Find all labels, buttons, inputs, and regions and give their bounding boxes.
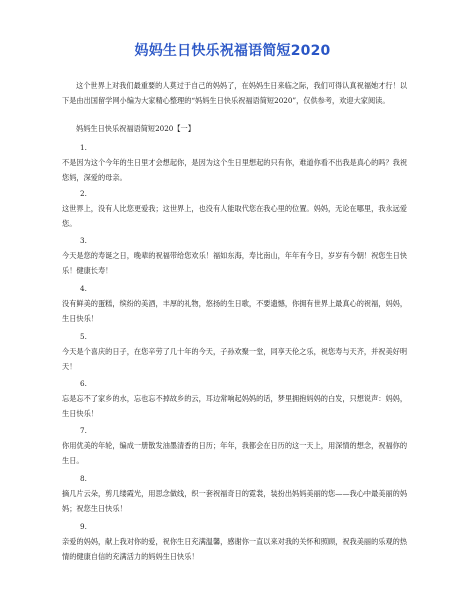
item-number: 4. <box>80 284 87 293</box>
item-number: 7. <box>80 426 87 435</box>
item-number: 1. <box>80 143 87 152</box>
list-item <box>62 141 407 185</box>
list-item <box>62 472 407 516</box>
intro-paragraph: 这个世界上对我们最重要的人莫过于自己的妈妈了，在妈妈生日来临之际，我们可得认真祝福她才行！以下是由出国留学网小编为大家精心整理的“妈妈生日快乐祝福语简短2020”，仅供参考，欢迎大家阅读。 <box>62 81 407 105</box>
document-title: 妈妈生日快乐祝福语简短2020 <box>134 43 331 59</box>
item-number: 9. <box>80 522 87 531</box>
list-item <box>62 424 407 468</box>
item-text: 你用优美的年轮，编成一册散发油墨清香的日历；年年，我都会在日历的这一天上，用深情的想念，祝福你的生日。 <box>62 441 408 465</box>
item-text: 不是因为这个今年的生日里才会想起你，是因为这个生日里想起的只有你，难道你看不出我是真心的吗？我祝您妈，深爱的母亲。 <box>62 158 408 182</box>
item-number: 3. <box>80 236 87 245</box>
list-item <box>62 234 407 278</box>
list-item <box>62 377 407 421</box>
item-text: 亲爱的妈妈，献上我对你的爱，祝你生日充满温馨，感谢你一直以来对我的关怀和照顾，祝我美丽的乐观的热情的健康自信的充满活力的妈妈生日快乐！ <box>62 537 408 561</box>
list-item <box>62 330 407 374</box>
item-number: 8. <box>80 474 87 483</box>
item-number: 2. <box>80 189 87 198</box>
list-item <box>62 520 407 564</box>
item-number: 6. <box>80 379 87 388</box>
item-number: 5. <box>80 332 87 341</box>
item-text: 今天是您的寿诞之日，晚辈的祝福带给您欢乐！福如东海，寿比南山，年年有今日，岁岁有今朝！祝您生日快乐！健康长寿！ <box>62 251 408 275</box>
item-text: 没有鲜美的蛋糕，缤纷的美酒，丰厚的礼物，悠扬的生日歌，不要遗憾，你拥有世界上最真心的祝福，妈妈，生日快乐！ <box>62 299 408 323</box>
item-text: 摘几片云朵，剪几缕霞光，用思念做线，织一套祝福奇日的霓裳，装扮出妈妈美丽的您——我心中最美丽的妈妈；祝您生日快乐！ <box>62 489 408 513</box>
section-heading: 妈妈生日快乐祝福语简短2020【一】 <box>76 124 195 133</box>
item-text: 这世界上，没有人比您更爱我；这世界上，也没有人能取代您在我心里的位置。妈妈，无论在哪里，我永远爱您。 <box>62 204 408 228</box>
item-text: 忘是忘不了家乡的水，忘也忘不掉故乡的云，耳边常响起妈妈的话，梦里拥抱妈妈的白发，只想说声：妈妈，生日快乐！ <box>62 394 408 418</box>
list-item <box>62 187 407 231</box>
item-text: 今天是个喜庆的日子，在您辛劳了几十年的今天，子孙欢聚一堂，同享天伦之乐，祝您寿与天齐，并祝美好明天！ <box>62 347 408 371</box>
list-item <box>62 282 407 326</box>
